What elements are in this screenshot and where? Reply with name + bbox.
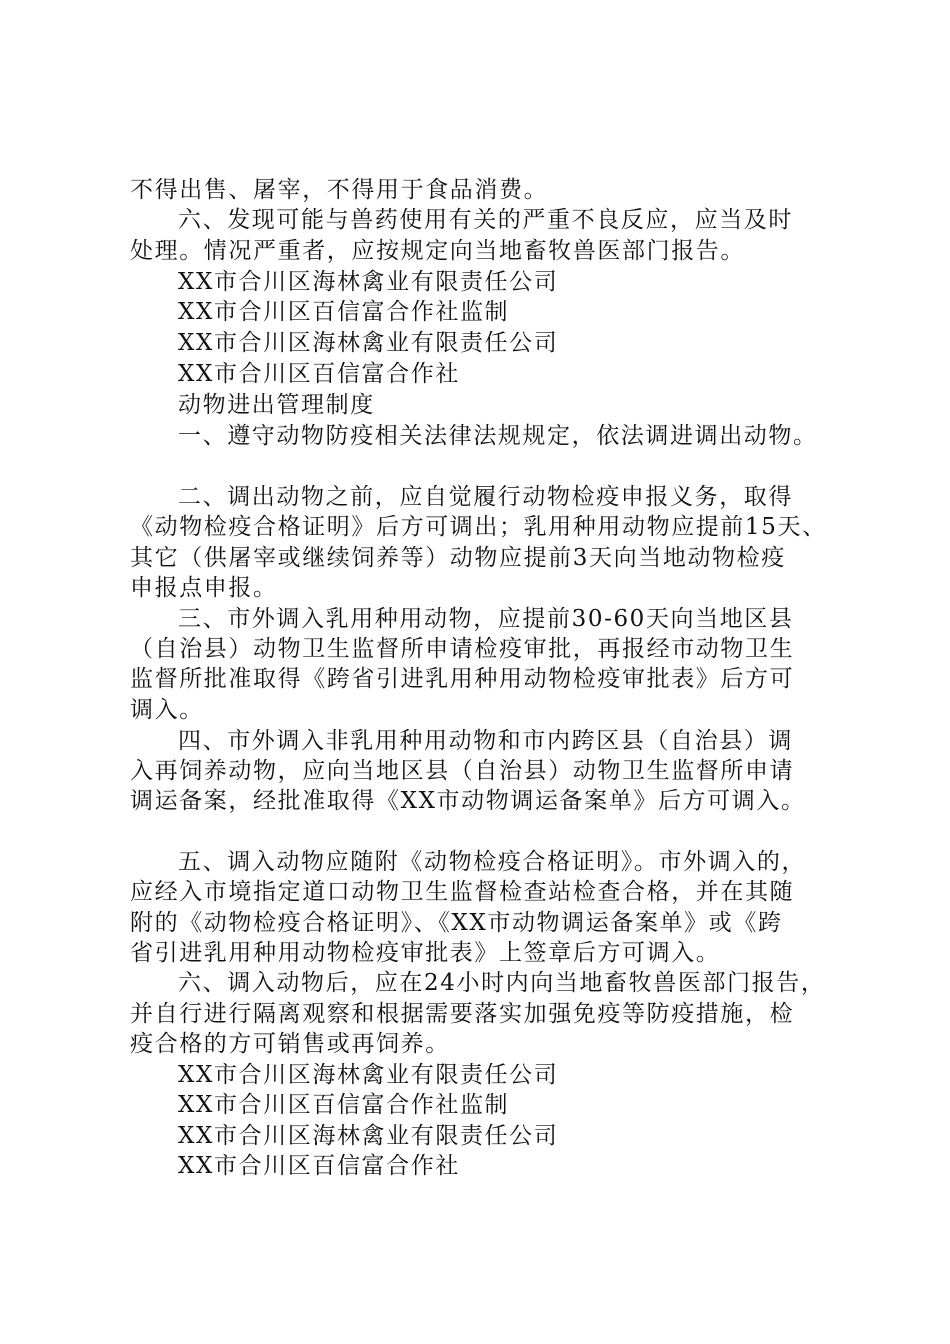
text-line: 并自行进行隔离观察和根据需要落实加强免疫等防疫措施，检 xyxy=(130,1001,795,1027)
cooperative-name: XX市合川区百信富合作社监制 xyxy=(178,299,510,325)
text-line: 《动物检疫合格证明》后方可调出；乳用种用动物应提前15天、 xyxy=(130,514,827,540)
text-line: 不得出售、屠宰，不得用于食品消费。 xyxy=(130,177,549,203)
paragraph-line: 五、调入动物应随附《动物检疫合格证明》。市外调入的， xyxy=(178,849,807,875)
text-line: 其它（供屠宰或继续饲养等）动物应提前3天向当地动物检疫 xyxy=(130,545,786,571)
company-name: XX市合川区海林禽业有限责任公司 xyxy=(178,1062,559,1088)
cooperative-name: XX市合川区百信富合作社监制 xyxy=(178,1092,510,1118)
section-title: 动物进出管理制度 xyxy=(178,392,375,418)
text-line: 入再饲养动物，应向当地区县（自治县）动物卫生监督所申请 xyxy=(130,758,795,784)
cooperative-name: XX市合川区百信富合作社 xyxy=(178,1153,460,1179)
paragraph-line: 四、市外调入非乳用种用动物和市内跨区县（自治县）调 xyxy=(178,728,793,754)
paragraph-line: 六、调入动物后，应在24小时内向当地畜牧兽医部门报告， xyxy=(178,970,826,996)
cooperative-name: XX市合川区百信富合作社 xyxy=(178,361,460,387)
company-name: XX市合川区海林禽业有限责任公司 xyxy=(178,269,559,295)
paragraph-line: 一、遵守动物防疫相关法律法规规定，依法调进调出动物。 xyxy=(178,423,818,449)
paragraph-line: 二、调出动物之前，应自觉履行动物检疫申报义务，取得 xyxy=(178,484,793,510)
text-line: 疫合格的方可销售或再饲养。 xyxy=(130,1031,450,1057)
company-name: XX市合川区海林禽业有限责任公司 xyxy=(178,1123,559,1149)
text-line: 监督所批准取得《跨省引进乳用种用动物检疫审批表》后方可 xyxy=(130,666,795,692)
text-line: 附的《动物检疫合格证明》、《XX市动物调运备案单》或《跨 xyxy=(130,910,783,936)
text-line: 调运备案，经批准取得《XX市动物调运备案单》后方可调入。 xyxy=(130,788,806,814)
company-name: XX市合川区海林禽业有限责任公司 xyxy=(178,330,559,356)
text-line: 调入。 xyxy=(130,697,204,723)
text-line: （自治县）动物卫生监督所申请检疫审批，再报经市动物卫生 xyxy=(130,636,795,662)
paragraph-line: 六、发现可能与兽药使用有关的严重不良反应，应当及时 xyxy=(178,207,793,233)
text-line: 处理。情况严重者，应按规定向当地畜牧兽医部门报告。 xyxy=(130,238,745,264)
text-line: 应经入市境指定道口动物卫生监督检查站检查合格，并在其随 xyxy=(130,879,795,905)
text-line: 省引进乳用种用动物检疫审批表》上签章后方可调入。 xyxy=(130,940,721,966)
paragraph-line: 三、市外调入乳用种用动物，应提前30-60天向当地区县 xyxy=(178,606,794,632)
text-line: 申报点申报。 xyxy=(130,575,278,601)
